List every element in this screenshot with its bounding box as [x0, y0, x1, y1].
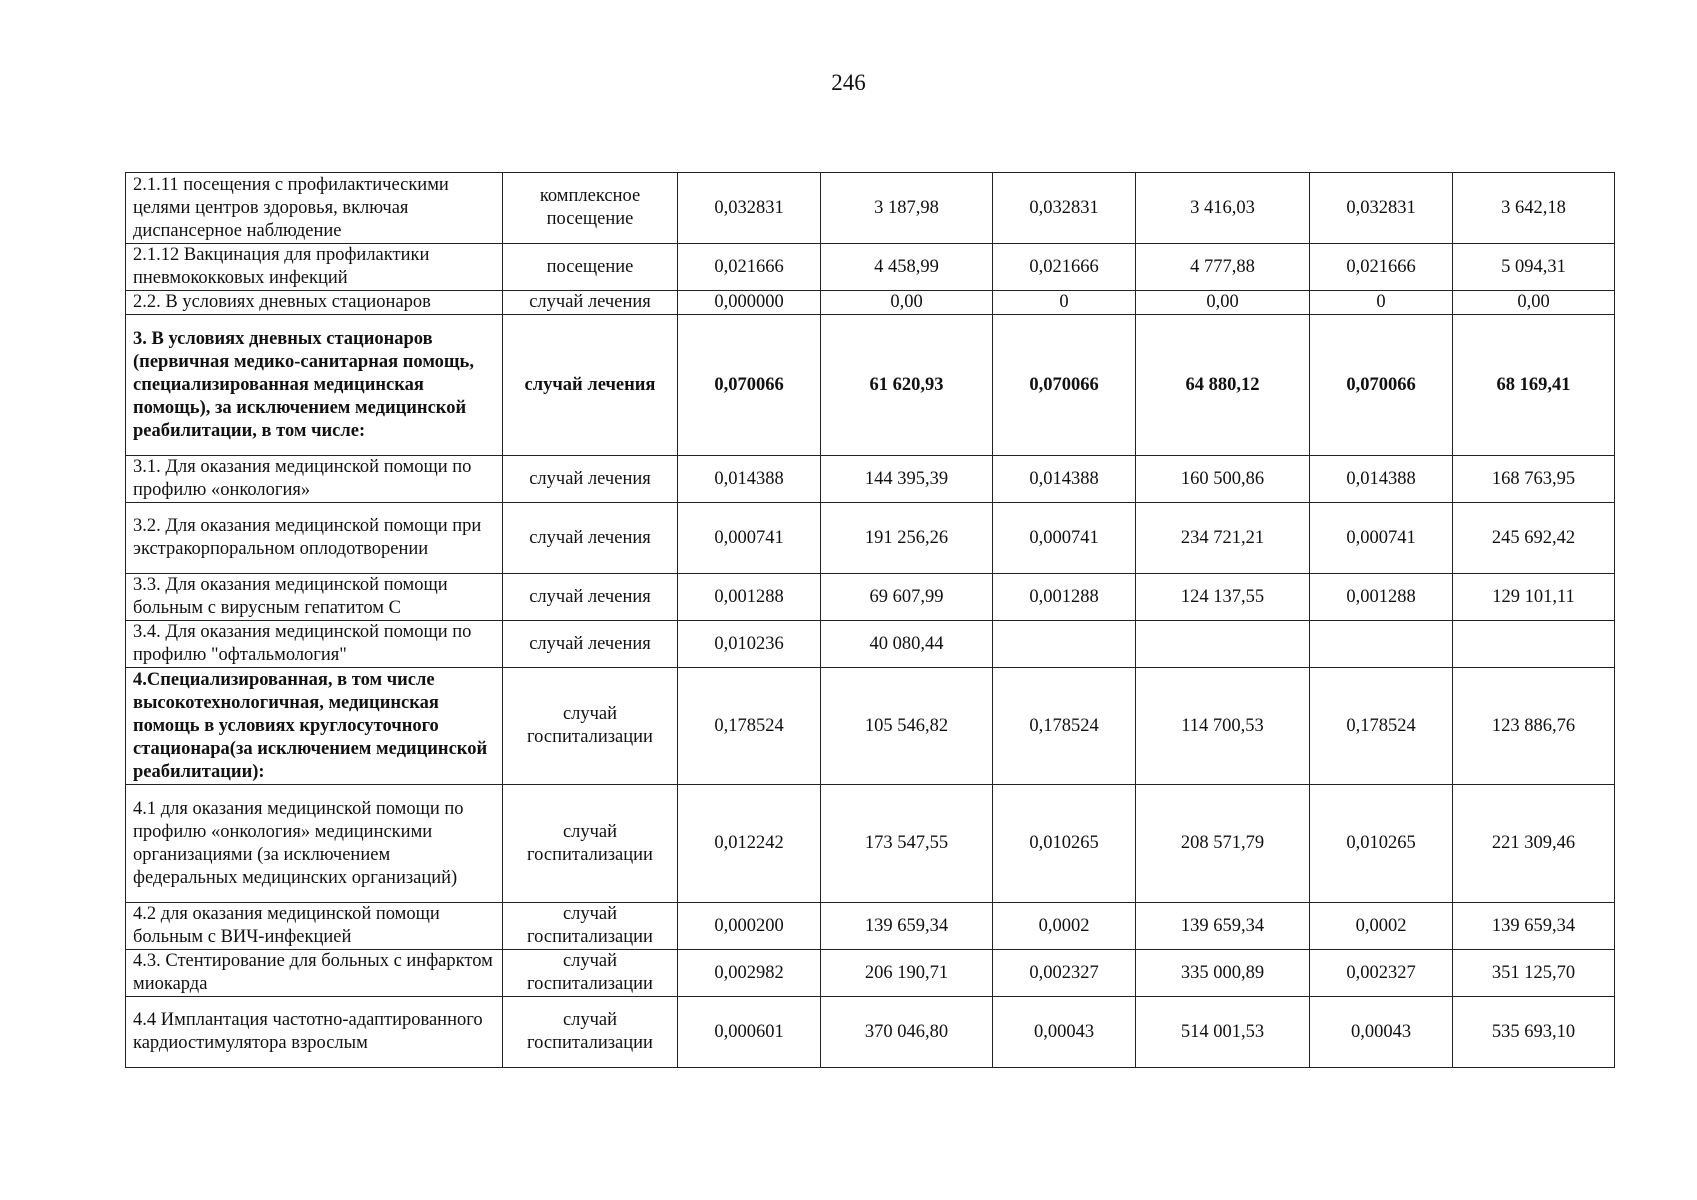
row-unit: посещение [503, 244, 678, 291]
row-volume-3: 0,070066 [1310, 315, 1453, 456]
table-row [126, 950, 1615, 997]
row-unit: случай лечения [503, 291, 678, 315]
row-cost-2: 124 137,55 [1136, 574, 1310, 621]
row-volume-3: 0,014388 [1310, 456, 1453, 503]
page-number: 246 [831, 70, 866, 95]
row-unit: случай госпитализации [503, 950, 678, 997]
row-name: 3.3. Для оказания медицинской помощи больным с вирусным гепатитом С [126, 574, 503, 621]
row-cost-2: 64 880,12 [1136, 315, 1310, 456]
row-volume-2: 0 [993, 291, 1136, 315]
row-unit: случай лечения [503, 574, 678, 621]
row-volume-1: 0,002982 [678, 950, 821, 997]
row-volume-3: 0,178524 [1310, 668, 1453, 785]
row-name: 2.2. В условиях дневных стационаров [126, 291, 503, 315]
row-volume-2: 0,032831 [993, 173, 1136, 244]
row-cost-3: 245 692,42 [1453, 503, 1615, 574]
row-unit: случай госпитализации [503, 903, 678, 950]
table-row [126, 997, 1615, 1068]
row-cost-1: 144 395,39 [821, 456, 993, 503]
row-cost-1: 61 620,93 [821, 315, 993, 456]
row-volume-2: 0,00043 [993, 997, 1136, 1068]
table-row [126, 621, 1615, 668]
row-unit: случай лечения [503, 503, 678, 574]
row-cost-2: 0,00 [1136, 291, 1310, 315]
row-volume-3: 0,000741 [1310, 503, 1453, 574]
row-cost-3: 221 309,46 [1453, 785, 1615, 903]
row-cost-1: 105 546,82 [821, 668, 993, 785]
row-name: 2.1.12 Вакцинация для профилактики пневмококковых инфекций [126, 244, 503, 291]
row-name: 3.4. Для оказания медицинской помощи по профилю "офтальмология" [126, 621, 503, 668]
row-name: 4.3. Стентирование для больных с инфарктом миокарда [126, 950, 503, 997]
row-cost-2: 139 659,34 [1136, 903, 1310, 950]
row-volume-1: 0,000200 [678, 903, 821, 950]
row-cost-3: 351 125,70 [1453, 950, 1615, 997]
row-name: 4.Специализированная, в том числе высокотехнологичная, медицинская помощь в условиях круглосуточного стационара(за исключением медицинской реабилитации): [126, 668, 503, 785]
row-cost-3: 0,00 [1453, 291, 1615, 315]
row-cost-1: 191 256,26 [821, 503, 993, 574]
table-row [126, 244, 1615, 291]
row-volume-3: 0,010265 [1310, 785, 1453, 903]
row-cost-2: 114 700,53 [1136, 668, 1310, 785]
row-volume-1: 0,014388 [678, 456, 821, 503]
row-volume-3: 0,032831 [1310, 173, 1453, 244]
row-unit: случай лечения [503, 315, 678, 456]
row-volume-3: 0 [1310, 291, 1453, 315]
row-volume-3: 0,001288 [1310, 574, 1453, 621]
row-volume-1: 0,178524 [678, 668, 821, 785]
row-cost-3: 5 094,31 [1453, 244, 1615, 291]
row-volume-2: 0,0002 [993, 903, 1136, 950]
row-volume-3: 0,002327 [1310, 950, 1453, 997]
table-row [126, 903, 1615, 950]
row-volume-1: 0,032831 [678, 173, 821, 244]
table-row [126, 668, 1615, 785]
row-cost-2 [1136, 621, 1310, 668]
table-row [126, 173, 1615, 244]
row-cost-2: 3 416,03 [1136, 173, 1310, 244]
row-cost-2: 4 777,88 [1136, 244, 1310, 291]
row-cost-1: 206 190,71 [821, 950, 993, 997]
row-volume-3 [1310, 621, 1453, 668]
row-cost-2: 335 000,89 [1136, 950, 1310, 997]
row-cost-2: 208 571,79 [1136, 785, 1310, 903]
row-name: 4.2 для оказания медицинской помощи больным с ВИЧ-инфекцией [126, 903, 503, 950]
row-name: 4.4 Имплантация частотно-адаптированного кардиостимулятора взрослым [126, 997, 503, 1068]
row-name: 2.1.11 посещения с профилактическими целями центров здоровья, включая диспансерное наблюдение [126, 173, 503, 244]
row-cost-2: 514 001,53 [1136, 997, 1310, 1068]
row-unit: случай госпитализации [503, 785, 678, 903]
table-row [126, 503, 1615, 574]
table-row [126, 574, 1615, 621]
row-cost-3: 535 693,10 [1453, 997, 1615, 1068]
row-name: 3.2. Для оказания медицинской помощи при экстракорпоральном оплодотворении [126, 503, 503, 574]
row-cost-1: 4 458,99 [821, 244, 993, 291]
row-cost-1: 173 547,55 [821, 785, 993, 903]
data-table [125, 172, 1615, 1068]
row-cost-1: 370 046,80 [821, 997, 993, 1068]
row-cost-3: 3 642,18 [1453, 173, 1615, 244]
row-volume-2: 0,021666 [993, 244, 1136, 291]
row-unit: случай госпитализации [503, 997, 678, 1068]
row-volume-1: 0,012242 [678, 785, 821, 903]
row-cost-2: 160 500,86 [1136, 456, 1310, 503]
row-volume-1: 0,001288 [678, 574, 821, 621]
row-cost-3: 139 659,34 [1453, 903, 1615, 950]
row-volume-3: 0,0002 [1310, 903, 1453, 950]
row-volume-1: 0,010236 [678, 621, 821, 668]
row-volume-2: 0,014388 [993, 456, 1136, 503]
row-cost-3: 123 886,76 [1453, 668, 1615, 785]
row-cost-1: 0,00 [821, 291, 993, 315]
row-cost-2: 234 721,21 [1136, 503, 1310, 574]
row-volume-2: 0,010265 [993, 785, 1136, 903]
row-volume-3: 0,00043 [1310, 997, 1453, 1068]
row-name: 3. В условиях дневных стационаров (первичная медико-санитарная помощь, специализированная медицинская помощь), за исключением медицинской реабилитации, в том числе: [126, 315, 503, 456]
row-volume-1: 0,000741 [678, 503, 821, 574]
row-volume-2: 0,001288 [993, 574, 1136, 621]
row-unit: случай лечения [503, 456, 678, 503]
row-cost-1: 139 659,34 [821, 903, 993, 950]
table-row [126, 315, 1615, 456]
row-unit: комплексное посещение [503, 173, 678, 244]
row-volume-3: 0,021666 [1310, 244, 1453, 291]
row-volume-2: 0,000741 [993, 503, 1136, 574]
table-row [126, 456, 1615, 503]
table-row [126, 785, 1615, 903]
table-row [126, 291, 1615, 315]
row-name: 4.1 для оказания медицинской помощи по профилю «онкология» медицинскими организациями (за исключением федеральных медицинских организаций) [126, 785, 503, 903]
row-unit: случай лечения [503, 621, 678, 668]
row-volume-2: 0,178524 [993, 668, 1136, 785]
row-volume-2 [993, 621, 1136, 668]
row-cost-1: 40 080,44 [821, 621, 993, 668]
row-cost-3: 68 169,41 [1453, 315, 1615, 456]
row-volume-1: 0,000601 [678, 997, 821, 1068]
row-cost-3 [1453, 621, 1615, 668]
row-cost-3: 129 101,11 [1453, 574, 1615, 621]
row-volume-1: 0,000000 [678, 291, 821, 315]
row-volume-1: 0,021666 [678, 244, 821, 291]
row-volume-1: 0,070066 [678, 315, 821, 456]
row-volume-2: 0,002327 [993, 950, 1136, 997]
row-cost-1: 3 187,98 [821, 173, 993, 244]
row-cost-1: 69 607,99 [821, 574, 993, 621]
row-name: 3.1. Для оказания медицинской помощи по профилю «онкология» [126, 456, 503, 503]
row-volume-2: 0,070066 [993, 315, 1136, 456]
row-cost-3: 168 763,95 [1453, 456, 1615, 503]
row-unit: случай госпитализации [503, 668, 678, 785]
